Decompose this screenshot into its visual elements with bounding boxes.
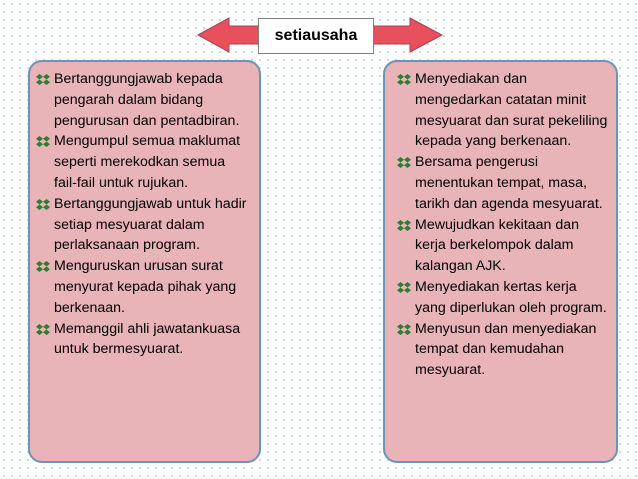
list-item-text: Bertanggungjawab kepada pengarah dalam bidang pengurusan dan pentadbiran.	[54, 71, 240, 129]
list-item-text: Menyusun dan menyediakan tempat dan kemudahan mesyuarat.	[415, 320, 597, 379]
list-item	[36, 256, 251, 318]
left-item-list	[36, 69, 251, 360]
diamond-bullet-icon	[36, 136, 50, 147]
diamond-bullet-icon	[397, 157, 411, 168]
list-item	[36, 194, 251, 256]
list-item-text: Bertanggungjawab untuk hadir setiap mesyuarat dalam perlaksanaan program.	[54, 195, 247, 254]
diamond-bullet-icon	[397, 220, 411, 231]
list-item-text: Memanggil ahli jawatankuasa untuk bermesyuarat.	[54, 320, 241, 358]
list-item-text: Mengumpul semua maklumat seperti merekodkan semua fail-fail untuk rujukan.	[54, 133, 241, 191]
list-item-text: Bersama pengerusi menentukan tempat, masa, tarikh dan agenda mesyuarat.	[415, 154, 603, 212]
list-item-text: Menyediakan dan mengedarkan catatan minit mesyuarat dan surat pekeliling kepada yang berkenaan.	[415, 71, 608, 150]
list-item-text: Menyediakan kertas kerja yang diperlukan oleh program.	[415, 278, 607, 316]
diamond-bullet-icon	[36, 199, 50, 210]
list-item-text: Mewujudkan kekitaan dan kerja berkelompok dalam kalangan AJK.	[415, 216, 580, 275]
right-panel	[383, 60, 618, 463]
title-label: setiausaha	[274, 27, 358, 44]
diamond-bullet-icon	[36, 261, 50, 272]
list-item-text: Menguruskan urusan surat menyurat kepada pihak yang berkenaan.	[54, 258, 237, 316]
list-item	[36, 131, 251, 193]
list-item	[397, 277, 608, 319]
list-item	[397, 215, 608, 277]
title-box	[258, 18, 374, 54]
right-item-list	[397, 69, 608, 381]
diamond-bullet-icon	[397, 324, 411, 335]
left-panel	[28, 60, 261, 463]
list-item	[36, 69, 251, 131]
diamond-bullet-icon	[36, 74, 50, 85]
list-item	[397, 69, 608, 152]
list-item	[397, 152, 608, 214]
diamond-bullet-icon	[36, 324, 50, 335]
list-item	[36, 319, 251, 361]
list-item	[397, 319, 608, 381]
diamond-bullet-icon	[397, 282, 411, 293]
diamond-bullet-icon	[397, 74, 411, 85]
